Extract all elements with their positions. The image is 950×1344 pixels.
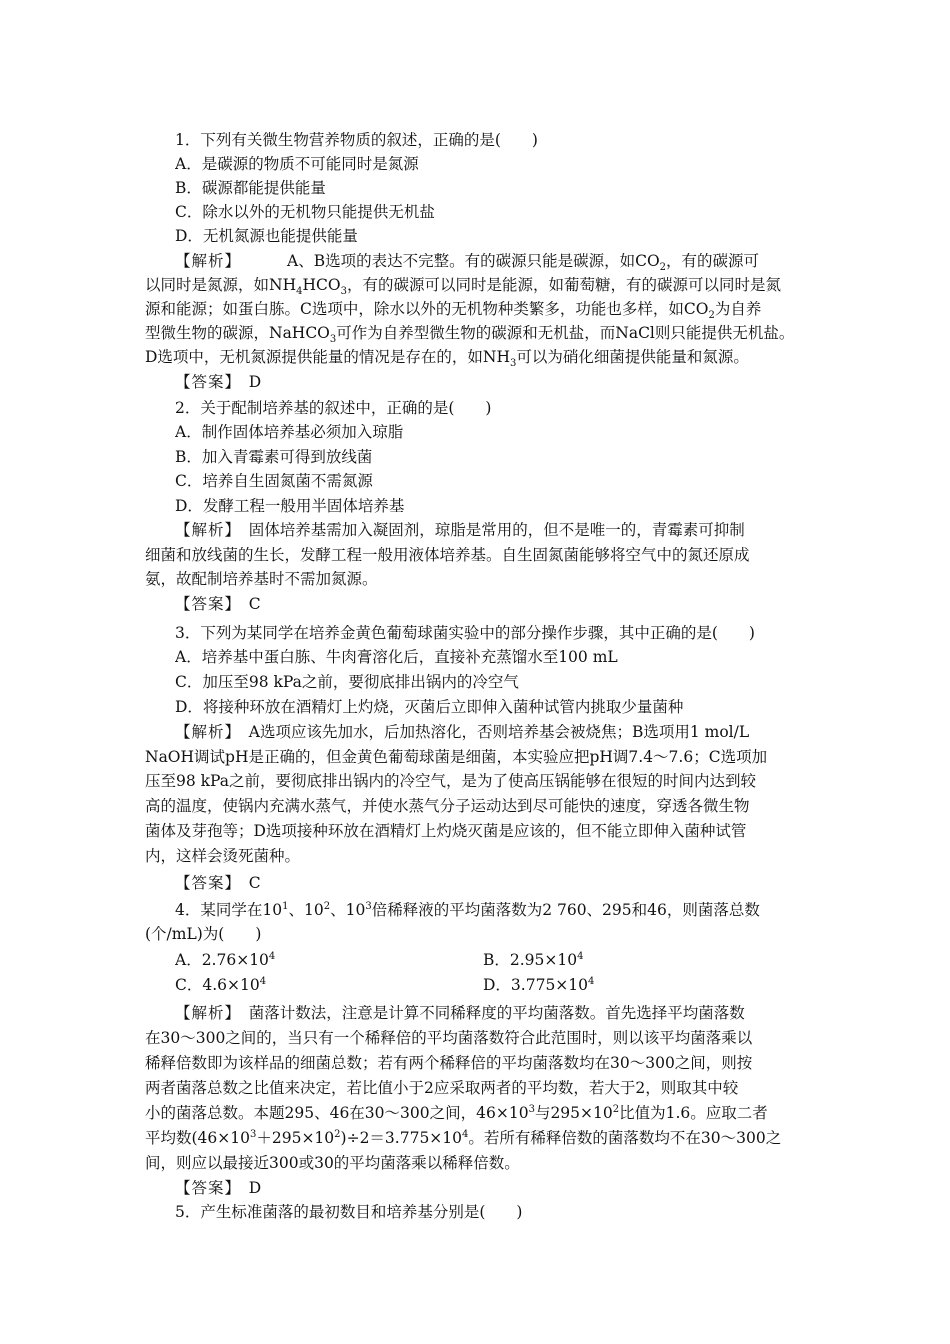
- q4-option-c: C．$4.6\times 10^4$: [175, 975, 267, 994]
- q1-stem: 1．下列有关微生物营养物质的叙述，正确的是( ): [175, 131, 538, 149]
- explanation-tag: 【解析】: [175, 723, 234, 741]
- q3-explanation-line-3: 压至98 kPa之前，要彻底排出锅内的冷空气，是为了使高压锅能够在很短的时间内达到较: [145, 772, 757, 790]
- q3-explanation-line-2: NaOH调试pH是正确的，但金黄色葡萄球菌是细菌，本实验应把pH调7.4～7.6；C选项加: [145, 748, 768, 766]
- q4-option-a: A．$2.76\times 10^4$: [175, 950, 276, 969]
- q5-stem: 5．产生标准菌落的最初数目和培养基分别是( ): [175, 1203, 523, 1221]
- explanation-tag: 【解析】: [175, 1004, 234, 1022]
- q3-option-c: C．加压至98 kPa之前，要彻底排出锅内的冷空气: [175, 673, 519, 691]
- q1-answer: [175, 370, 815, 394]
- q1-explanation-line-4: 型微生物的碳源，NaHCO$_3$可作为自养型微生物的碳源和无机盐，而NaCl则只能提供无机盐。: [145, 324, 795, 345]
- answer-tag: 【答案】: [175, 595, 234, 613]
- q1-explanation-line-3: 源和能源；如蛋白胨。C选项中，除水以外的无机物种类繁多，功能也多样，如$CO_2$为自养: [145, 300, 762, 321]
- q4-options-row-2: [175, 973, 815, 997]
- q4-answer: [175, 1176, 815, 1200]
- q2-answer: [175, 592, 815, 616]
- q4-options-row-1: [175, 948, 815, 972]
- q3-answer: [175, 871, 815, 895]
- q2-option-a: A．制作固体培养基必须加入琼脂: [175, 423, 404, 441]
- answer-tag: 【答案】: [175, 373, 234, 391]
- q2-explanation-line-2: 细菌和放线菌的生长，发酵工程一般用液体培养基。自生固氮菌能够将空气中的氮还原成: [145, 546, 750, 564]
- answer-value: C: [248, 595, 261, 613]
- q4-explanation-line-2: 在30～300之间的，当只有一个稀释倍的平均菌落数符合此范围时，则以该平均菌落乘以: [145, 1029, 753, 1047]
- q4-explanation-line-5: 小的菌落总数。本题295、46在30～300之间，$46\times 10^3$与$295\times 10^2$比值为1.6。应取二者: [145, 1103, 768, 1122]
- q2-option-b: B．加入青霉素可得到放线菌: [175, 448, 373, 466]
- q4-explanation-line-7: 间，则应以最接近300或30的平均菌落乘以稀释倍数。: [145, 1154, 520, 1172]
- q2-option-c: C．培养自生固氮菌不需氮源: [175, 472, 373, 490]
- q2-stem: 2．关于配制培养基的叙述中，正确的是( ): [175, 399, 492, 417]
- q1-option-b: B．碳源都能提供能量: [175, 179, 326, 197]
- q4-explanation-line-3: 稀释倍数即为该样品的细菌总数；若有两个稀释倍的平均菌落数均在30～300之间，则按: [145, 1054, 753, 1072]
- q3-explanation-line-5: 菌体及芽孢等；D选项接种环放在酒精灯上灼烧灭菌是应该的，但不能立即伸入菌种试管: [145, 822, 747, 840]
- q3-explanation-line-6: 内，这样会烫死菌种。: [145, 847, 301, 865]
- q4-option-b: B．$2.95\times 10^4$: [483, 950, 584, 969]
- q1-option-d: D．无机氮源也能提供能量: [175, 227, 358, 245]
- q2-option-d: D．发酵工程一般用半固体培养基: [175, 497, 405, 515]
- q4-explanation-line-6: 平均数$(46\times 10^3+295\times 10^2)\div 2=3.775\times 10^4$。若所有稀释倍数的菌落数均不在30～300之: [145, 1128, 782, 1147]
- q4-option-d: D．$3.775\times 10^4$: [483, 975, 595, 994]
- answer-tag: 【答案】: [175, 1179, 234, 1197]
- answer-tag: 【答案】: [175, 874, 234, 892]
- q1-explanation-line-2: 以同时是氮源，如$NH_4HCO_3$，有的碳源可以同时是能源，如葡萄糖，有的碳源可以同时是氮: [145, 276, 781, 297]
- q3-explanation-line-4: 高的温度，使锅内充满水蒸气，并使水蒸气分子运动达到尽可能快的速度，穿透各微生物: [145, 797, 750, 815]
- q1-option-a: A．是碳源的物质不可能同时是氮源: [175, 155, 419, 173]
- q3-option-d: D．将接种环放在酒精灯上灼烧，灭菌后立即伸入菌种试管内挑取少量菌种: [175, 698, 684, 716]
- q1-explanation-line-1: 【解析】 A、B选项的表达不完整。有的碳源只能是碳源，如$CO_2$，有的碳源可: [175, 252, 760, 273]
- q1-explanation-line-5: D选项中，无机氮源提供能量的情况是存在的，如$NH_3$可以为硝化细菌提供能量和氮源。: [145, 348, 749, 369]
- answer-value: D: [248, 373, 262, 391]
- answer-value: D: [248, 1179, 262, 1197]
- explanation-tag: 【解析】: [175, 252, 242, 270]
- q3-option-a: A．培养基中蛋白胨、牛肉膏溶化后，直接补充蒸馏水至100 mL: [175, 648, 618, 666]
- q2-explanation-line-3: 氨，故配制培养基时不需加氮源。: [145, 570, 378, 588]
- q2-explanation-line-1: 【解析】 固体培养基需加入凝固剂，琼脂是常用的，但不是唯一的，青霉素可抑制: [175, 521, 745, 539]
- q3-explanation-line-1: 【解析】 A选项应该先加水，后加热溶化，否则培养基会被烧焦；B选项用1 mol/L: [175, 723, 750, 741]
- answer-value: C: [248, 874, 261, 892]
- q4-stem-line-1: 4．某同学在$10^1$、$10^2$、$10^3$倍稀释液的平均菌落数为2 760、295和46，则菌落总数: [175, 900, 760, 919]
- q1-option-c: C．除水以外的无机物只能提供无机盐: [175, 203, 435, 221]
- q4-explanation-line-1: 【解析】 菌落计数法，注意是计算不同稀释度的平均菌落数。首先选择平均菌落数: [175, 1004, 745, 1022]
- explanation-tag: 【解析】: [175, 521, 234, 539]
- q4-stem-line-2: (个/mL)为( ): [145, 925, 262, 943]
- q4-explanation-line-4: 两者菌落总数之比值来决定，若比值小于2应采取两者的平均数，若大于2，则取其中较: [145, 1079, 739, 1097]
- q3-stem: 3．下列为某同学在培养金黄色葡萄球菌实验中的部分操作步骤，其中正确的是( ): [175, 624, 755, 642]
